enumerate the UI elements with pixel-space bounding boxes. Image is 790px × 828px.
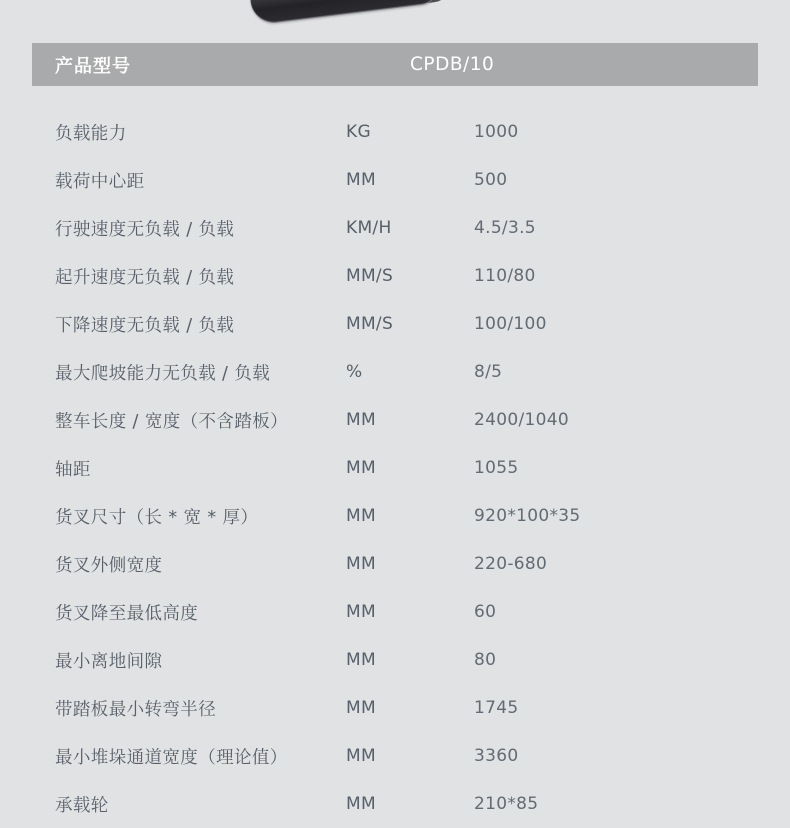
spec-row-unit: MM <box>346 554 376 574</box>
spec-row-unit: KM/H <box>346 218 392 238</box>
spec-row-unit: MM/S <box>346 266 394 286</box>
spec-row-label: 带踏板最小转弯半径 <box>55 699 217 720</box>
spec-row-value: 80 <box>474 650 497 670</box>
spec-row-label: 下降速度无负载 / 负载 <box>55 315 235 336</box>
spec-row <box>32 732 758 780</box>
spec-row-value: 100/100 <box>474 314 547 334</box>
product-model-label: 产品型号 <box>55 55 131 77</box>
spec-row-label: 货叉降至最低高度 <box>55 603 199 624</box>
spec-row <box>32 204 758 252</box>
spec-row <box>32 444 758 492</box>
spec-row <box>32 540 758 588</box>
spec-row-label: 负载能力 <box>55 123 127 144</box>
spec-row-value: 210*85 <box>474 794 539 814</box>
spec-row-label: 最小堆垛通道宽度（理论值） <box>55 747 288 768</box>
spec-row-value: 920*100*35 <box>474 506 581 526</box>
spec-row-label: 轴距 <box>55 459 91 480</box>
spec-row-value: 3360 <box>474 746 519 766</box>
spec-row-unit: MM <box>346 746 376 766</box>
spec-row-unit: MM <box>346 170 376 190</box>
spec-row-label: 整车长度 / 宽度（不含踏板） <box>55 411 289 432</box>
spec-row-unit: MM <box>346 458 376 478</box>
spec-row <box>32 636 758 684</box>
spec-table-header <box>32 43 758 86</box>
spec-row-unit: MM/S <box>346 314 394 334</box>
spec-table-body <box>32 108 758 828</box>
spec-row-value: 500 <box>474 170 508 190</box>
spec-row-label: 货叉尺寸（长 * 宽 * 厚） <box>55 507 259 528</box>
spec-row-unit: MM <box>346 698 376 718</box>
spec-row-unit: KG <box>346 122 371 142</box>
spec-row <box>32 252 758 300</box>
spec-row-value: 1745 <box>474 698 519 718</box>
spec-row-unit: MM <box>346 650 376 670</box>
spec-row-value: 2400/1040 <box>474 410 569 430</box>
spec-row-value: 220-680 <box>474 554 548 574</box>
spec-row-value: 1000 <box>474 122 519 142</box>
spec-row <box>32 300 758 348</box>
spec-row <box>32 348 758 396</box>
spec-row <box>32 108 758 156</box>
spec-row-value: 8/5 <box>474 362 503 382</box>
spec-row-unit: MM <box>346 602 376 622</box>
spec-row-unit: MM <box>346 506 376 526</box>
spec-row-unit: MM <box>346 410 376 430</box>
spec-row-label: 承载轮 <box>55 795 109 816</box>
spec-row-value: 110/80 <box>474 266 536 286</box>
product-photo-fragment <box>0 0 790 40</box>
spec-row-unit: MM <box>346 794 376 814</box>
spec-row-value: 1055 <box>474 458 519 478</box>
spec-row-label: 最小离地间隙 <box>55 651 163 672</box>
spec-row-label: 起升速度无负载 / 负载 <box>55 267 235 288</box>
spec-row <box>32 156 758 204</box>
spec-row-label: 货叉外侧宽度 <box>55 555 163 576</box>
spec-row-label: 最大爬坡能力无负载 / 负载 <box>55 363 271 384</box>
spec-row-label: 行驶速度无负载 / 负载 <box>55 219 235 240</box>
spec-row <box>32 492 758 540</box>
product-model-value: CPDB/10 <box>410 54 495 75</box>
spec-row <box>32 684 758 732</box>
forklift-part-image <box>248 0 444 26</box>
spec-row-value: 60 <box>474 602 497 622</box>
spec-row <box>32 588 758 636</box>
spec-row <box>32 780 758 828</box>
product-photo-shadow <box>320 0 451 16</box>
spec-row-label: 载荷中心距 <box>55 171 145 192</box>
spec-row-unit: % <box>346 362 363 382</box>
spec-row-value: 4.5/3.5 <box>474 218 536 238</box>
spec-row <box>32 396 758 444</box>
